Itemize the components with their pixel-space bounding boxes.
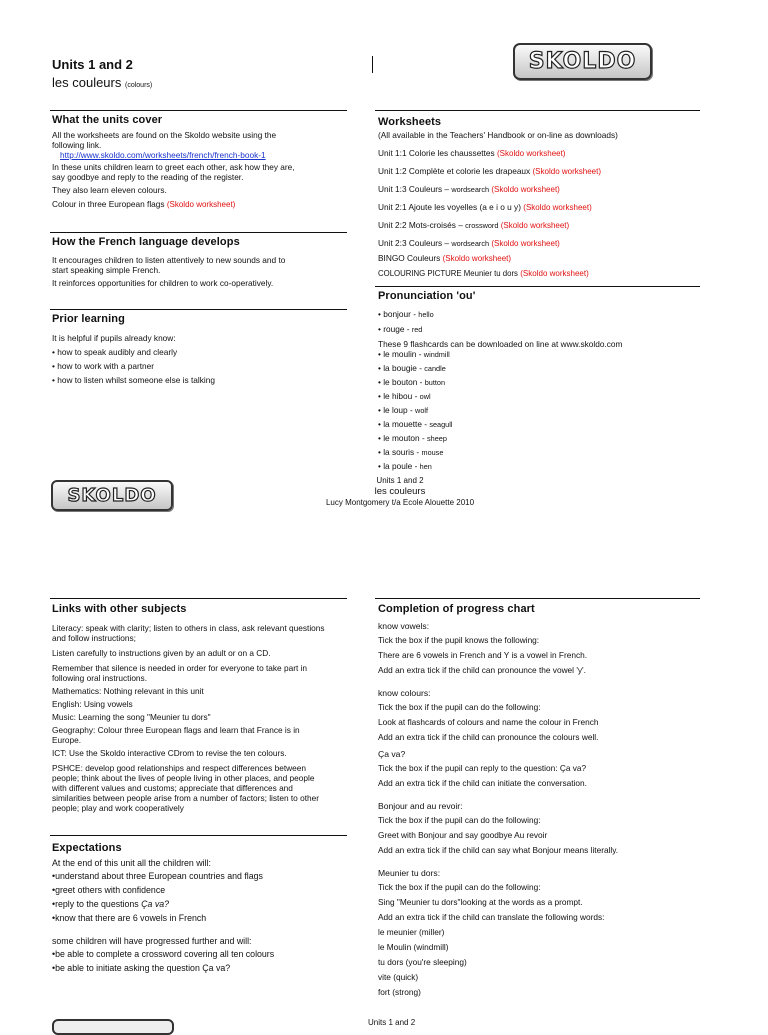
flashcard-meaning: candle — [424, 364, 446, 373]
worksheet-type: wordsearch — [451, 239, 490, 248]
progress-line: Tick the box if the pupil can do the following: — [378, 882, 541, 892]
links-line: similarities between people arise from a number of factors; listen to other — [52, 793, 320, 803]
flashcard-word: • le mouton - — [378, 433, 428, 443]
cover-section — [52, 130, 295, 210]
links-line: Remember that silence is needed in order for everyone to take part in — [52, 663, 308, 673]
prior-bullet: • how to listen whilst someone else is talking — [52, 375, 215, 385]
develops-section — [52, 255, 285, 288]
worksheet-tag: (Skoldo worksheet) — [497, 149, 566, 158]
subtitle-text: les couleurs — [52, 75, 122, 90]
develops-line: start speaking simple French. — [52, 265, 161, 275]
footer-units: Units 1 and 2 — [376, 476, 424, 485]
pron-meaning: red — [411, 325, 423, 334]
flashcard-word: • la bougie - — [378, 363, 425, 373]
section-heading-expectations: Expectations — [52, 842, 122, 854]
expect-bullet: •greet others with confidence — [52, 885, 166, 895]
flashcard-word: • le bouton - — [378, 377, 425, 387]
pron-meaning: hello — [418, 310, 434, 319]
progress-line: Greet with Bonjour and say goodbye Au revoir — [378, 830, 548, 840]
flashcard-meaning: owl — [419, 392, 431, 401]
flashcard-meaning: button — [424, 378, 446, 387]
progress-line: Sing "Meunier tu dors"looking at the words as a prompt. — [378, 897, 583, 907]
worksheet-type: crossword — [465, 221, 499, 230]
page-footer — [250, 476, 550, 508]
progress-section — [378, 621, 618, 997]
section-heading-develops: How the French language develops — [52, 236, 240, 248]
links-line: Mathematics: Nothing relevant in this unit — [52, 686, 204, 696]
divider — [50, 232, 347, 233]
expect-bullet: •understand about three European countries and flags — [52, 871, 263, 881]
flashcards-note: These 9 flashcards can be downloaded on line at www.skoldo.com — [378, 339, 623, 349]
links-line: Geography: Colour three European flags and learn that France is in — [52, 725, 300, 735]
section-heading-prior: Prior learning — [52, 313, 125, 325]
worksheet-type: wordsearch — [451, 185, 490, 194]
expect-bullet: •reply to the questions — [52, 899, 142, 909]
worksheet-item: Unit 1:3 Couleurs – — [378, 184, 452, 194]
progress-subhead: Meunier tu dors: — [378, 868, 441, 878]
worksheet-tag: (Skoldo worksheet) — [491, 239, 560, 248]
worksheet-tag: (Skoldo worksheet) — [520, 269, 589, 278]
progress-subhead: know vowels: — [378, 621, 430, 631]
cover-line: In these units children learn to greet each other, ask how they are, — [52, 162, 295, 172]
logo-text: SKOLDO — [528, 49, 637, 74]
progress-line: Add an extra tick if the child can pronounce the vowel 'y'. — [378, 665, 586, 675]
progress-line: Add an extra tick if the child can pronounce the colours well. — [378, 732, 599, 742]
worksheet-item: Unit 1:2 Complète et colorie les drapeaux — [378, 166, 531, 176]
divider — [50, 598, 347, 599]
prior-section — [52, 333, 215, 385]
worksheets-section — [378, 130, 618, 279]
progress-line: Look at flashcards of colours and name the colour in French — [378, 717, 599, 727]
progress-line: Tick the box if the pupil knows the following: — [378, 635, 540, 645]
skoldo-logo-partial — [52, 1019, 174, 1035]
cover-line: Colour in three European flags — [52, 199, 165, 209]
expectations-section — [52, 858, 274, 974]
worksheet-tag: (Skoldo worksheet) — [523, 203, 592, 212]
expect-line: At the end of this unit all the children will: — [52, 858, 211, 868]
links-line: following oral instructions. — [52, 673, 147, 683]
progress-line: Add an extra tick if the child can translate the following words: — [378, 912, 605, 922]
links-line: Music: Learning the song "Meunier tu dors" — [52, 712, 211, 722]
progress-line: Add an extra tick if the child can say what Bonjour means literally. — [378, 845, 619, 855]
translation-item: le meunier (miller) — [378, 927, 445, 937]
links-line: English: Using vowels — [52, 699, 133, 709]
links-line: people; think about the lives of people living in other places, and people — [52, 773, 315, 783]
flashcard-word: • le loup - — [378, 405, 416, 415]
expect-bullet: •be able to initiate asking the question Ça va? — [52, 963, 231, 973]
flashcard-word: • le hibou - — [378, 391, 420, 401]
flashcard-word: • le moulin - — [378, 349, 424, 359]
prior-bullet: • how to work with a partner — [52, 361, 155, 371]
flashcard-word: • la mouette - — [378, 419, 430, 429]
worksheet-item: COLOURING PICTURE Meunier tu dors — [378, 269, 518, 278]
footer-topic: les couleurs — [374, 486, 426, 497]
expect-question: Ça va? — [141, 899, 170, 909]
prior-line: It is helpful if pupils already know: — [52, 333, 176, 343]
links-line: Literacy: speak with clarity; listen to others in class, ask relevant questions — [52, 623, 325, 633]
flashcard-meaning: seagull — [429, 420, 453, 429]
links-section — [52, 623, 325, 813]
flashcard-meaning: mouse — [421, 448, 444, 457]
cover-line: say goodbye and reply to the reading of the register. — [52, 172, 244, 182]
expect-line: some children will have progressed further and will: — [52, 936, 252, 946]
pronunciation-section — [378, 309, 622, 472]
links-line: and follow instructions; — [52, 633, 136, 643]
links-line: with different values and customs; appreciate that differences and — [52, 783, 293, 793]
pron-word: • rouge - — [378, 324, 412, 334]
progress-line: Add an extra tick if the child can initiate the conversation. — [378, 778, 587, 788]
links-line: PSHCE: develop good relationships and respect differences between — [52, 763, 306, 773]
flashcard-word: • la souris - — [378, 447, 422, 457]
translation-item: tu dors (you're sleeping) — [378, 957, 467, 967]
worksheet-tag: (Skoldo worksheet) — [491, 185, 560, 194]
worksheets-note: (All available in the Teachers' Handbook or on-line as downloads) — [378, 130, 618, 140]
section-heading-links: Links with other subjects — [52, 603, 187, 615]
links-line: Europe. — [52, 735, 82, 745]
flashcard-word: • la poule - — [378, 461, 420, 471]
prior-bullet: • how to speak audibly and clearly — [52, 347, 178, 357]
flashcard-meaning: hen — [419, 462, 432, 471]
progress-line: Tick the box if the pupil can do the following: — [378, 702, 541, 712]
logo-text: SKOLDO — [67, 485, 157, 506]
worksheet-tag: (Skoldo worksheet) — [500, 221, 570, 230]
section-heading-cover: What the units cover — [52, 114, 163, 126]
skoldo-logo — [513, 43, 652, 80]
divider — [375, 110, 700, 111]
expect-bullet: •know that there are 6 vowels in French — [52, 913, 207, 923]
worksheet-tag: (Skoldo worksheet) — [442, 254, 512, 263]
divider — [50, 110, 347, 111]
section-heading-pronunciation: Pronunciation 'ou' — [378, 290, 476, 302]
worksheet-tag: (Skoldo worksheet) — [166, 200, 236, 209]
links-line: Listen carefully to instructions given by an adult or on a CD. — [52, 648, 271, 658]
develops-line: It reinforces opportunities for children to work co-operatively. — [52, 278, 274, 288]
divider — [50, 835, 347, 836]
worksheet-item: Unit 2:2 Mots-croisés – — [378, 220, 466, 230]
skoldo-logo-footer — [51, 480, 173, 511]
cover-line: All the worksheets are found on the Skoldo website using the — [52, 130, 277, 140]
cursor-bar — [372, 56, 373, 73]
worksheet-item: Unit 2:3 Couleurs – — [378, 238, 452, 248]
page-title: Units 1 and 2 — [52, 57, 133, 72]
progress-subhead: Ça va? — [378, 749, 406, 759]
divider — [50, 309, 347, 310]
links-line: people; play and work cooperatively — [52, 803, 184, 813]
links-line: ICT: Use the Skoldo interactive CDrom to revise the ten colours. — [52, 748, 287, 758]
translation-item: vite (quick) — [378, 972, 419, 982]
worksheet-item: BINGO Couleurs — [378, 253, 441, 263]
cover-line: They also learn eleven colours. — [52, 185, 167, 195]
flashcard-meaning: sheep — [427, 434, 447, 443]
progress-line: Tick the box if the pupil can reply to the question: Ça va? — [378, 763, 587, 773]
worksheet-tag: (Skoldo worksheet) — [532, 167, 601, 176]
worksheet-item: Unit 1:1 Colorie les chaussettes — [378, 148, 495, 158]
flashcard-meaning: windmill — [423, 350, 450, 359]
section-heading-worksheets: Worksheets — [378, 116, 442, 128]
divider — [375, 286, 700, 287]
develops-line: It encourages children to listen attentively to new sounds and to — [52, 255, 286, 265]
divider — [375, 598, 700, 599]
worksheets-link[interactable]: http://www.skoldo.com/worksheets/french/french-book-1 — [60, 150, 266, 160]
cover-line: following link. — [52, 140, 102, 150]
subtitle-note: (colours) — [125, 82, 153, 89]
footer-units-partial: Units 1 and 2 — [368, 1018, 416, 1027]
pron-word: • bonjour - — [378, 309, 419, 319]
translation-item: fort (strong) — [378, 987, 421, 997]
progress-line: Tick the box if the pupil can do the following: — [378, 815, 541, 825]
section-heading-progress: Completion of progress chart — [378, 603, 535, 615]
translation-item: le Moulin (windmill) — [378, 942, 449, 952]
progress-subhead: know colours: — [378, 688, 431, 698]
expect-bullet: •be able to complete a crossword covering all ten colours — [52, 949, 275, 959]
progress-line: There are 6 vowels in French and Y is a vowel in French. — [378, 650, 588, 660]
flashcard-meaning: wolf — [415, 406, 429, 415]
progress-subhead: Bonjour and au revoir: — [378, 801, 463, 811]
footer-author: Lucy Montgomery t/a Ecole Alouette 2010 — [325, 498, 475, 507]
page-subtitle — [52, 75, 152, 90]
worksheet-item: Unit 2:1 Ajoute les voyelles (a e i o u y) — [378, 202, 521, 212]
